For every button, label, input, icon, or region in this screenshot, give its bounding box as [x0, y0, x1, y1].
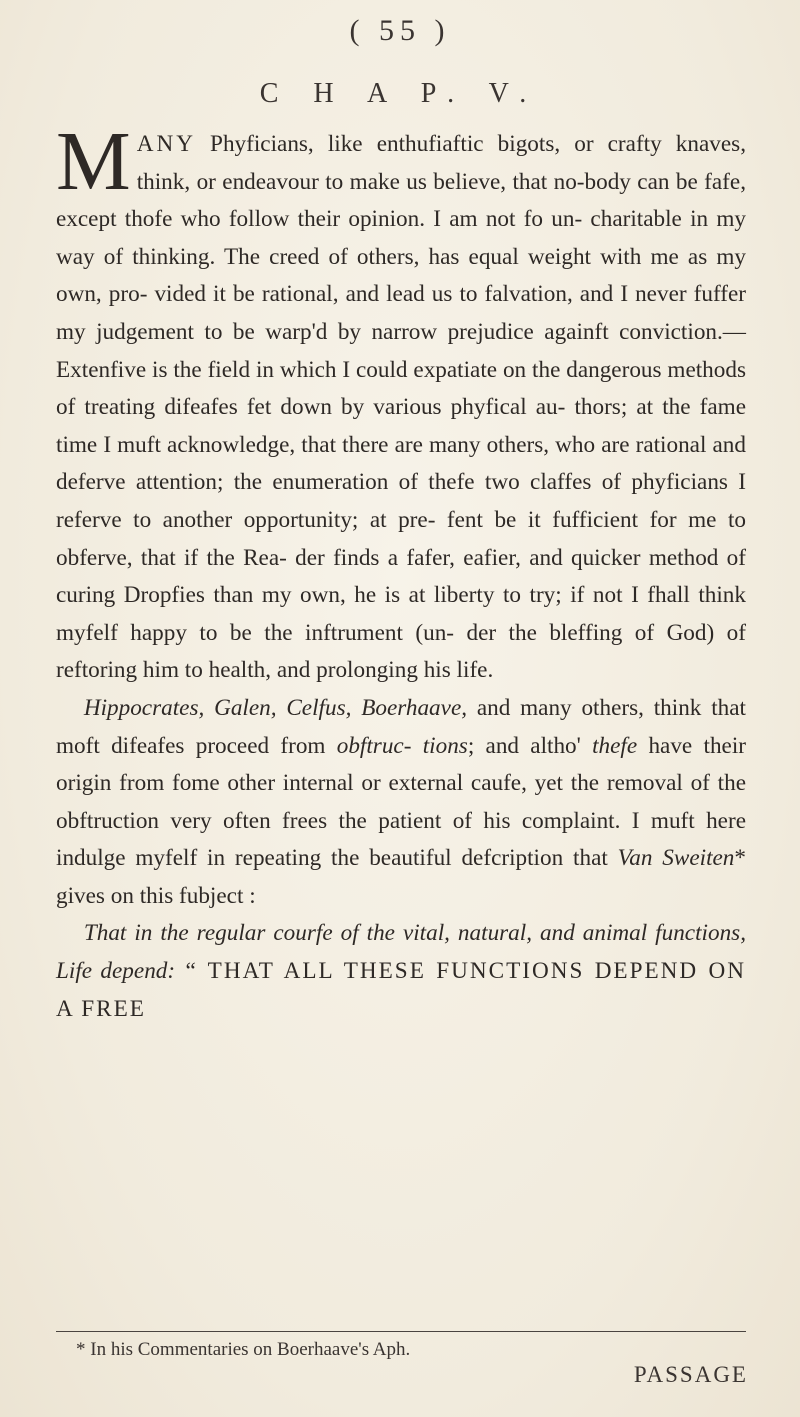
- body-text: [56, 115, 746, 1028]
- lead-caps: ANY: [136, 131, 196, 157]
- paragraph-2-text-c: have their origin from fome other internal or external caufe, yet the removal of the obftruction very often frees the patient of his complaint. I muft here indulge myfelf in repeating the beautiful defcription that: [56, 732, 746, 872]
- paragraph-2-text-a: and many others, think that moft difeafes proceed from: [56, 694, 746, 759]
- drop-cap: M: [56, 115, 131, 208]
- paragraph-2-text-d: gives on this fubject :: [56, 882, 256, 909]
- paragraph-3: [56, 915, 746, 1028]
- these-word: thefe: [592, 732, 638, 759]
- chapter-heading: C H A P. V.: [259, 78, 541, 109]
- quotation-caps: “ THAT ALL THESE FUNCTIONS DEPEND ON A FREE: [56, 958, 746, 1022]
- van-sweiten-name: Van Sweiten: [617, 845, 735, 872]
- footnote-marker: *: [734, 845, 746, 872]
- footnote-divider: [56, 1331, 746, 1332]
- physician-names: Hippocrates, Galen, Celfus, Boerhaave,: [83, 694, 468, 721]
- paragraph-2: [56, 690, 746, 916]
- paragraph-2-text-b: ; and altho': [467, 732, 593, 759]
- footnote: * In his Commentaries on Boerhaave's Aph.: [76, 1339, 411, 1360]
- paragraph-1: [56, 115, 746, 690]
- quotation-italic: That in the regular courfe of the vital, natural, and animal functions, Life depend:: [56, 920, 746, 985]
- page-number: ( 55 ): [349, 14, 451, 47]
- obstructions-word: obftruc- tions: [336, 732, 468, 759]
- catchword: PASSAGE: [633, 1362, 748, 1387]
- paragraph-1-text: Phyficians, like enthufiaftic bigots, or crafty knaves, think, or endeavour to make us believe, that no-body can be fafe, except thofe who follow their opinion. I am not fo un- charitable in my way of thinking. The creed of others, has equal weight with me as my own, pro- vided it be rational, and lead us to falvation, and I never fuffer my judgement to be warp'd by narrow prejudice againft conviction.—Extenfive is the field in which I could expatiate on the dangerous methods of treating difeafes fet down by various phyfical au- thors; at the fame time I muft acknowledge, that there are many others, who are rational and deferve attention; the enumeration of thefe two claffes of phyficians I referve to another opportunity; at pre- fent be it fufficient for me to obferve, that if the Rea- der finds a fafer, eafier, and quicker method of curing Dropfies than my own, he is at liberty to try; if not I fhall think myfelf happy to be the inftrument (un- der the bleffing of God) of reftoring him to health, and prolonging his life.: [56, 131, 746, 684]
